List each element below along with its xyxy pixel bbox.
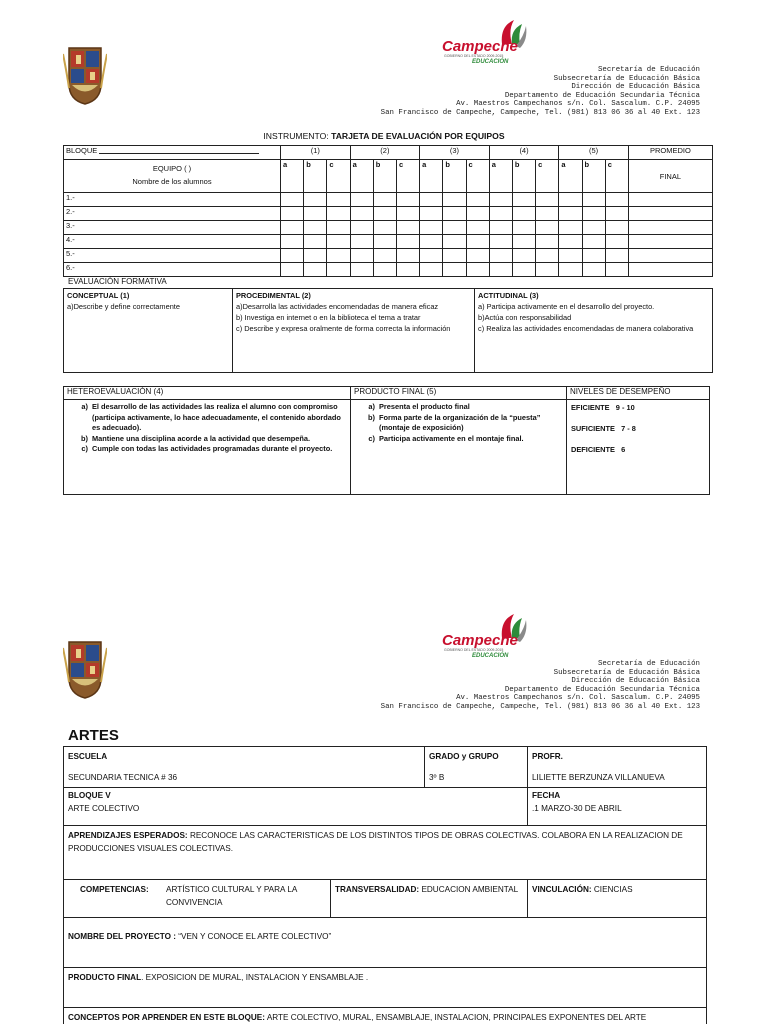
conceptual-cell: [64, 289, 233, 373]
formativa-table: [63, 288, 713, 373]
sub-header: b: [512, 160, 535, 193]
score-cell: [443, 263, 466, 277]
score-cell: [396, 263, 419, 277]
score-cell: [466, 207, 489, 221]
state-crest-image: [63, 44, 107, 106]
score-cell: [582, 193, 605, 207]
score-cell: [489, 263, 512, 277]
score-cell: [443, 235, 466, 249]
bloque-cell: [64, 146, 281, 160]
sub-header: a: [559, 160, 582, 193]
transversalidad-label: TRANSVERSALIDAD:: [335, 885, 420, 894]
score-cell: [559, 193, 582, 207]
score-cell: [443, 249, 466, 263]
row-number: 3.-: [64, 221, 281, 235]
item-text: Participa activamente en el montaje final.: [379, 433, 524, 443]
nivel-range: 9 - 10: [615, 403, 635, 412]
score-cell: [373, 263, 396, 277]
item-text: Mantiene una disciplina acorde a la actividad que desempeña.: [92, 433, 311, 443]
item-marker: c): [81, 444, 88, 453]
score-cell: [628, 263, 712, 277]
address-line: Secretaría de Educación: [597, 660, 700, 668]
sub-header: a: [489, 160, 512, 193]
final-header: FINAL: [628, 160, 712, 193]
niveles-title: NIVELES DE DESEMPEÑO: [567, 387, 710, 400]
score-cell: [466, 249, 489, 263]
nivel-label: SUFICIENTE: [571, 424, 615, 433]
score-cell: [605, 207, 628, 221]
score-cell: [466, 221, 489, 235]
score-cell: [605, 221, 628, 235]
score-cell: [605, 263, 628, 277]
state-crest-image: [63, 638, 107, 700]
group-header: (4): [489, 146, 559, 160]
vinculacion-cell: [528, 880, 707, 918]
score-cell: [466, 263, 489, 277]
score-cell: [420, 207, 443, 221]
hetero-item: [74, 444, 346, 455]
competencias-cell: [64, 880, 331, 918]
competencias-label: COMPETENCIAS:: [80, 885, 149, 894]
item-marker: b): [81, 433, 88, 443]
conceptual-title: CONCEPTUAL (1): [67, 291, 130, 300]
aprendizajes-value: RECONOCE LAS CARACTERISTICAS DE LOS DISTINTOS TIPOS DE OBRAS COLECTIVAS. COLABORA EN LA REALIZACION DE PRODUCCIONES VISUALES COLECTIVAS.: [68, 831, 683, 853]
group-header: (1): [281, 146, 351, 160]
nivel-range: 7 - 8: [621, 424, 636, 433]
conceptos-cell: [64, 1008, 707, 1024]
nombre-label: Nombre de los alumnos: [132, 177, 212, 186]
score-cell: [536, 207, 559, 221]
aprendizajes-cell: [64, 826, 707, 880]
actitudinal-cell: [475, 289, 713, 373]
page-title: ARTES: [68, 727, 119, 744]
hetero-title: HETEROEVALUACIÓN (4): [64, 387, 351, 400]
nivel-suficiente: [571, 424, 705, 433]
grado-value: 3º B: [429, 773, 445, 782]
score-cell: [281, 221, 304, 235]
group-header: (5): [559, 146, 629, 160]
score-cell: [327, 193, 350, 207]
instrument-name: TARJETA DE EVALUACIÓN POR EQUIPOS: [331, 131, 505, 141]
score-cell: [489, 193, 512, 207]
logo-subtitle: EDUCACIÓN: [472, 59, 509, 65]
score-cell: [559, 249, 582, 263]
sub-header: b: [582, 160, 605, 193]
item-marker: b): [368, 412, 375, 422]
score-cell: [281, 207, 304, 221]
actitudinal-item: b)Actúa con responsabilidad: [478, 313, 572, 322]
logo-wordmark: Campeche: [442, 38, 518, 55]
score-cell: [582, 207, 605, 221]
sub-header: b: [304, 160, 327, 193]
item-text: Cumple con todas las actividades programadas durante el proyecto.: [92, 444, 333, 453]
score-cell: [304, 193, 327, 207]
score-cell: [582, 263, 605, 277]
address-line: Departamento de Educación Secundaria Técnica: [504, 685, 700, 694]
procedimental-cell: [233, 289, 475, 373]
score-cell: [582, 235, 605, 249]
score-cell: [420, 235, 443, 249]
address-line: Dirección de Educación Básica: [571, 677, 700, 686]
producto-final-cell: [64, 968, 707, 1008]
formativa-title: EVALUACIÓN FORMATIVA: [68, 277, 167, 286]
producto-item: [361, 434, 562, 445]
equipo-cell: [64, 160, 281, 193]
item-marker: c): [368, 433, 375, 443]
sub-header: a: [350, 160, 373, 193]
nivel-range: 6: [621, 445, 626, 454]
hetero-item: [74, 434, 346, 445]
score-cell: [327, 207, 350, 221]
score-cell: [489, 221, 512, 235]
score-cell: [373, 207, 396, 221]
profr-value: LILIETTE BERZUNZA VILLANUEVA: [532, 773, 665, 782]
score-cell: [396, 249, 419, 263]
logo-subtitle: EDUCACIÓN: [472, 653, 509, 659]
conceptual-item: a)Describe y define correctamente: [67, 302, 180, 311]
item-marker: a): [81, 402, 88, 411]
bloque-label: BLOQUE: [66, 146, 98, 155]
score-cell: [559, 263, 582, 277]
procedimental-item: c) Describe y expresa oralmente de forma correcta la información: [236, 324, 451, 333]
conceptos-label: CONCEPTOS POR APRENDER EN ESTE BLOQUE:: [68, 1013, 265, 1022]
score-cell: [396, 207, 419, 221]
address-line: Av. Maestros Campechanos s/n. Col. Sascalum. C.P. 24095: [456, 100, 700, 109]
sub-header: b: [443, 160, 466, 193]
logo-tagline: GOBIERNO DEL ESTADO 2009-2015: [444, 54, 504, 58]
producto-final-value: . EXPOSICION DE MURAL, INSTALACION Y ENSAMBLAJE .: [141, 973, 369, 982]
profr-label: PROFR.: [532, 752, 563, 761]
row-number: 2.-: [64, 207, 281, 221]
nivel-label: DEFICIENTE: [571, 445, 615, 454]
sub-header: c: [605, 160, 628, 193]
campeche-logo: [442, 610, 542, 660]
address-line: Dirección de Educación Básica: [571, 83, 700, 92]
producto-item: [361, 413, 562, 434]
score-cell: [396, 221, 419, 235]
score-cell: [373, 193, 396, 207]
sub-header: b: [373, 160, 396, 193]
score-cell: [489, 249, 512, 263]
score-cell: [559, 235, 582, 249]
score-cell: [281, 235, 304, 249]
student-row: [64, 221, 713, 235]
address-line: Subsecretaría de Educación Básica: [553, 668, 700, 677]
escuela-label: ESCUELA: [68, 752, 108, 761]
item-text: Presenta el producto final: [379, 402, 470, 411]
proyecto-label: NOMBRE DEL PROYECTO :: [68, 932, 176, 941]
score-cell: [628, 221, 712, 235]
transversalidad-value: EDUCACION AMBIENTAL: [421, 885, 519, 894]
sub-header: c: [536, 160, 559, 193]
vinculacion-value: CIENCIAS: [593, 885, 633, 894]
hetero-cell: [64, 400, 351, 495]
vinculacion-label: VINCULACIÓN:: [532, 885, 592, 894]
producto-item: [361, 402, 562, 413]
row-number: 4.-: [64, 235, 281, 249]
score-cell: [536, 235, 559, 249]
group-header: (3): [420, 146, 490, 160]
score-cell: [489, 235, 512, 249]
address-block: [381, 66, 700, 118]
actitudinal-item: c) Realiza las actividades encomendadas de manera colaborativa: [478, 324, 694, 333]
conceptos-value: ARTE COLECTIVO, MURAL, ENSAMBLAJE, INSTALACION, PRINCIPALES EXPONENTES DEL ARTE: [266, 1013, 647, 1022]
hetero-item: [74, 402, 346, 434]
student-row: [64, 207, 713, 221]
score-cell: [281, 249, 304, 263]
bloque-blank: [99, 146, 259, 154]
sub-header: a: [420, 160, 443, 193]
producto-final-label: PRODUCTO FINAL: [68, 973, 142, 982]
address-line: San Francisco de Campeche, Campeche, Tel. (981) 813 06 36 al 40 Ext. 123: [380, 108, 700, 117]
score-cell: [512, 193, 535, 207]
score-cell: [559, 221, 582, 235]
score-cell: [536, 221, 559, 235]
sub-header: c: [466, 160, 489, 193]
score-cell: [605, 235, 628, 249]
score-cell: [304, 235, 327, 249]
sub-header: a: [281, 160, 304, 193]
escuela-value: SECUNDARIA TECNICA # 36: [68, 773, 178, 782]
grado-cell: [425, 747, 528, 788]
score-cell: [628, 249, 712, 263]
score-cell: [628, 235, 712, 249]
score-cell: [304, 263, 327, 277]
instrument-title: [0, 131, 768, 141]
address-line: Subsecretaría de Educación Básica: [553, 74, 700, 83]
score-cell: [350, 207, 373, 221]
score-cell: [466, 235, 489, 249]
score-cell: [628, 207, 712, 221]
escuela-cell: [64, 747, 425, 788]
row-number: 5.-: [64, 249, 281, 263]
producto-cell: [351, 400, 567, 495]
nivel-label: EFICIENTE: [571, 403, 610, 412]
student-row: [64, 235, 713, 249]
score-cell: [396, 193, 419, 207]
score-cell: [582, 249, 605, 263]
score-cell: [536, 263, 559, 277]
score-cell: [373, 221, 396, 235]
score-cell: [350, 249, 373, 263]
sub-header: c: [396, 160, 419, 193]
row-number: 1.-: [64, 193, 281, 207]
address-line: San Francisco de Campeche, Campeche, Tel. (981) 813 06 36 al 40 Ext. 123: [380, 702, 700, 711]
score-cell: [512, 221, 535, 235]
score-cell: [304, 249, 327, 263]
score-cell: [512, 263, 535, 277]
address-line: Departamento de Educación Secundaria Técnica: [504, 91, 700, 100]
bloque-v-value: ARTE COLECTIVO: [68, 804, 140, 813]
score-cell: [605, 193, 628, 207]
score-cell: [350, 221, 373, 235]
team-evaluation-table: [63, 145, 713, 277]
score-cell: [443, 193, 466, 207]
score-cell: [420, 263, 443, 277]
proyecto-cell: [64, 918, 707, 968]
score-cell: [443, 207, 466, 221]
niveles-cell: [567, 400, 710, 495]
score-cell: [327, 221, 350, 235]
student-row: [64, 249, 713, 263]
score-cell: [536, 249, 559, 263]
address-line: Secretaría de Educación: [597, 66, 700, 74]
aprendizajes-label: APRENDIZAJES ESPERADOS:: [68, 831, 188, 840]
actitudinal-title: ACTITUDINAL (3): [478, 291, 539, 300]
fecha-cell: [528, 788, 707, 826]
score-cell: [327, 235, 350, 249]
item-text: Forma parte de la organización de la “puesta” (montaje de exposición): [379, 412, 541, 432]
proyecto-value: “VEN Y CONOCE EL ARTE COLECTIVO”: [178, 932, 332, 941]
procedimental-item: a)Desarrolla las actividades encomendadas de manera eficaz: [236, 302, 439, 311]
logo-wordmark: Campeche: [442, 632, 518, 649]
instrument-label: INSTRUMENTO:: [263, 131, 329, 141]
bloque-v-label: BLOQUE V: [68, 791, 111, 800]
score-cell: [489, 207, 512, 221]
score-cell: [350, 235, 373, 249]
student-row: [64, 263, 713, 277]
score-cell: [466, 193, 489, 207]
planning-table: [63, 746, 707, 1024]
score-cell: [512, 249, 535, 263]
row-number: 6.-: [64, 263, 281, 277]
score-cell: [512, 235, 535, 249]
item-marker: a): [368, 402, 375, 411]
score-cell: [281, 263, 304, 277]
score-cell: [350, 193, 373, 207]
score-cell: [582, 221, 605, 235]
score-cell: [536, 193, 559, 207]
score-cell: [304, 221, 327, 235]
score-cell: [420, 249, 443, 263]
group-header: (2): [350, 146, 420, 160]
score-cell: [350, 263, 373, 277]
bloque-v-cell: [64, 788, 528, 826]
address-block: [381, 660, 700, 712]
logo-tagline: GOBIERNO DEL ESTADO 2009-2015: [444, 648, 504, 652]
actitudinal-item: a) Participa activamente en el desarrollo del proyecto.: [478, 302, 655, 311]
nivel-eficiente: [571, 403, 705, 412]
criteria-table: [63, 386, 710, 495]
procedimental-title: PROCEDIMENTAL (2): [236, 291, 311, 300]
score-cell: [281, 193, 304, 207]
score-cell: [628, 193, 712, 207]
producto-title: PRODUCTO FINAL (5): [351, 387, 567, 400]
equipo-label: EQUIPO ( ): [152, 164, 192, 173]
student-row: [64, 193, 713, 207]
competencias-value: ARTÍSTICO CULTURAL Y PARA LA CONVIVENCIA: [166, 885, 297, 907]
sub-header: c: [327, 160, 350, 193]
procedimental-item: b) Investiga en internet o en la biblioteca el tema a tratar: [236, 313, 421, 322]
score-cell: [512, 207, 535, 221]
item-text: El desarrollo de las actividades las realiza el alumno con compromiso (participa activamente, lo hace adecuadamente, el contenido abordado es adecuado).: [92, 402, 341, 432]
score-cell: [420, 193, 443, 207]
address-line: Av. Maestros Campechanos s/n. Col. Sascalum. C.P. 24095: [456, 694, 700, 703]
score-cell: [420, 221, 443, 235]
score-cell: [373, 249, 396, 263]
promedio-header: PROMEDIO: [628, 146, 712, 160]
score-cell: [559, 207, 582, 221]
score-cell: [327, 263, 350, 277]
fecha-label: FECHA: [532, 791, 561, 800]
score-cell: [373, 235, 396, 249]
score-cell: [304, 207, 327, 221]
profr-cell: [528, 747, 707, 788]
score-cell: [605, 249, 628, 263]
grado-label: GRADO y GRUPO: [429, 752, 499, 761]
score-cell: [396, 235, 419, 249]
score-cell: [327, 249, 350, 263]
campeche-logo: [442, 16, 542, 66]
fecha-value: .1 MARZO-30 DE ABRIL: [532, 804, 622, 813]
score-cell: [443, 221, 466, 235]
nivel-deficiente: [571, 445, 705, 454]
transversalidad-cell: [331, 880, 528, 918]
